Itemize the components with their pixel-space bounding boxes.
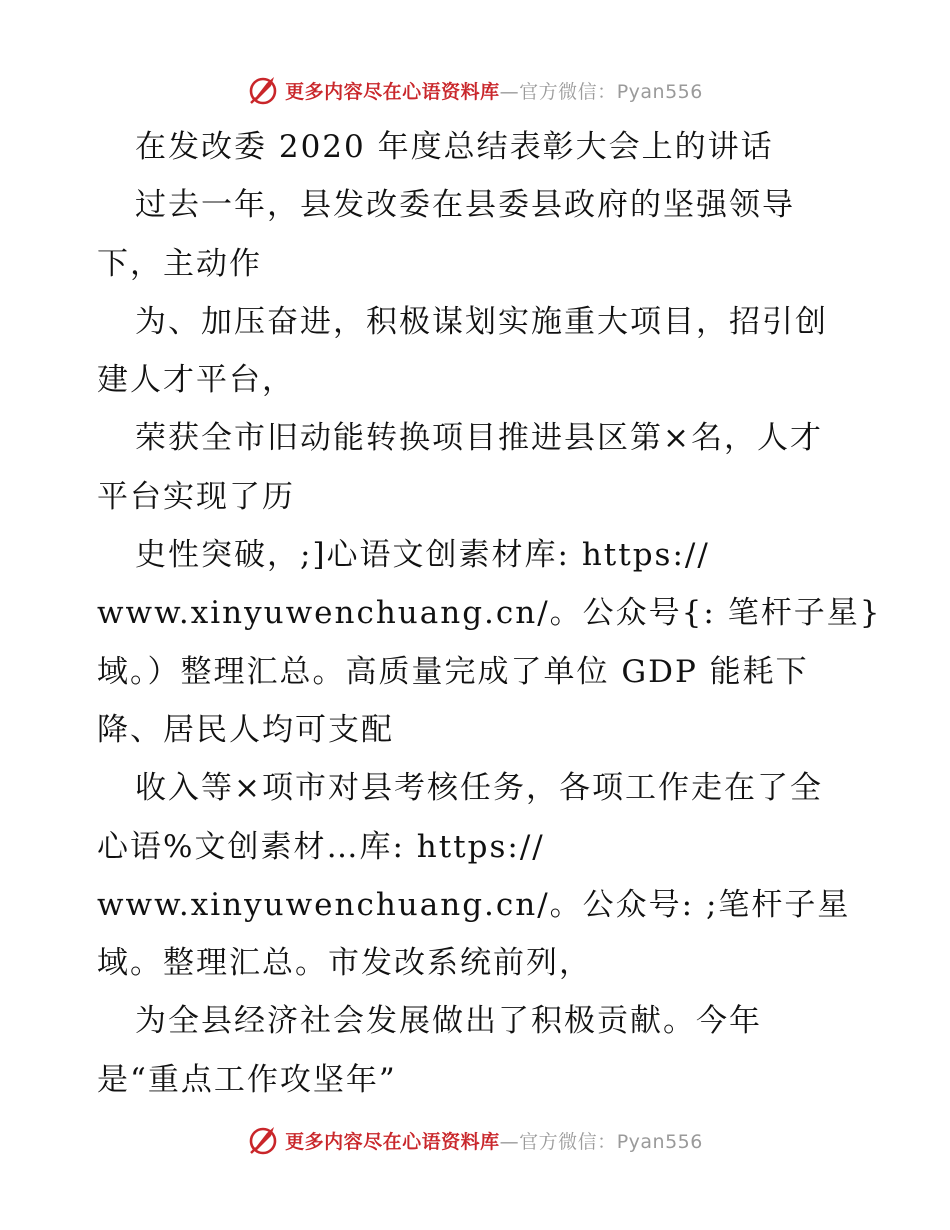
paragraph-line: 过去一年，县发改委在县委县政府的坚强领导 (135, 187, 795, 224)
paragraph-line: 为、加压奋进，积极谋划实施重大项目，招引创 (135, 303, 828, 340)
quill-pen-logo-icon (247, 74, 279, 106)
paragraph-line: 下，主动作 (97, 245, 262, 282)
footer-banner (0, 1120, 950, 1160)
banner-title: 更多内容尽在心语资料库 (285, 1130, 500, 1153)
banner-wechat-label: 官方微信： (519, 1130, 617, 1153)
banner-text (285, 77, 703, 104)
banner-title: 更多内容尽在心语资料库 (285, 80, 500, 103)
paragraph-line: www.xinyuwenchuang.cn/。公众号: ;笔杆子星 (97, 886, 851, 923)
paragraph-line: 为全县经济社会发展做出了积极贡献。今年 (135, 1003, 762, 1040)
paragraph-line: 降、居民人均可支配 (97, 711, 394, 748)
paragraph-line: 平台实现了历 (97, 478, 295, 515)
banner-separator: — (499, 1130, 520, 1153)
paragraph-line: 荣获全市旧动能转换项目推进县区第×名，人才 (135, 420, 823, 457)
header-banner (0, 70, 950, 110)
paragraph-line: 史性突破，;]心语文创素材库: https:// (135, 537, 710, 574)
document-body (97, 118, 882, 1109)
paragraph-line: 建人才平台， (97, 362, 295, 399)
banner-separator: — (499, 80, 520, 103)
paragraph-line: www.xinyuwenchuang.cn/。公众号{: 笔杆子星} (97, 595, 882, 632)
quill-pen-logo-icon (247, 1124, 279, 1156)
paragraph-line: 收入等×项市对县考核任务，各项工作走在了全 (135, 770, 823, 807)
document-title: 在发改委 2020 年度总结表彰大会上的讲话 (135, 129, 774, 165)
paragraph-line: 域。）整理汇总。高质量完成了单位 GDP 能耗下 (97, 653, 809, 690)
banner-wechat-id: Pyan556 (616, 1130, 703, 1153)
paragraph-line: 域。整理汇总。市发改系统前列， (97, 945, 592, 982)
paragraph-line: 是“重点工作攻坚年” (97, 1061, 397, 1098)
paragraph-line: 心语%文创素材…库: https:// (97, 828, 545, 865)
banner-wechat-label: 官方微信： (519, 80, 617, 103)
banner-text (285, 1127, 703, 1154)
banner-wechat-id: Pyan556 (616, 80, 703, 103)
